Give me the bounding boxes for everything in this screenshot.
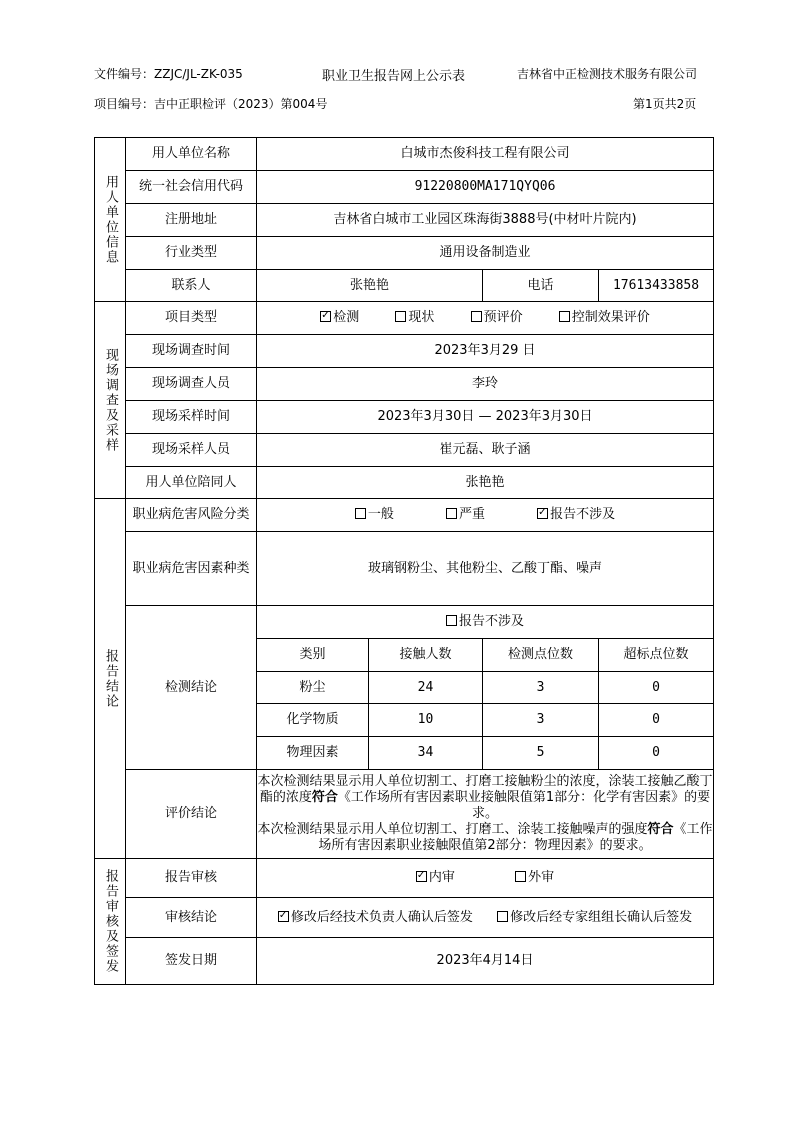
risk-option[interactable]: 严重	[446, 507, 485, 523]
page-indicator: 第1页共2页	[633, 97, 697, 111]
project-type-label: 项目类型	[126, 302, 257, 335]
hazard-factors: 玻璃钢粉尘、其他粉尘、乙酸丁酯、噪声	[257, 532, 714, 606]
surveyor: 李玲	[257, 368, 714, 401]
checkbox-checked-icon	[278, 911, 289, 922]
review-result-options	[257, 898, 714, 938]
survey-time-label: 现场调查时间	[126, 335, 257, 368]
checkbox-checked-icon	[416, 871, 427, 882]
checkbox-empty-icon	[446, 508, 457, 519]
detection-conclusion-label: 检测结论	[126, 606, 257, 770]
exposed-cell: 24	[369, 672, 483, 704]
contact-person: 张艳艳	[257, 270, 483, 302]
evaluation-label: 评价结论	[126, 770, 257, 859]
company-name: 吉林省中正检测技术服务有限公司	[517, 67, 698, 81]
companion: 张艳艳	[257, 467, 714, 499]
project-type-option[interactable]: ✓ 检测	[320, 310, 359, 326]
points-cell: 3	[483, 704, 599, 737]
checkbox-empty-icon	[355, 508, 366, 519]
checkbox-empty-icon	[497, 911, 508, 922]
points-cell: 3	[483, 672, 599, 704]
checkbox-empty-icon	[395, 311, 406, 322]
project-type-options	[257, 302, 714, 335]
surveyor-label: 现场调查人员	[126, 368, 257, 401]
section-conclusion: 报告结论	[95, 499, 126, 859]
checkbox-empty-icon	[515, 871, 526, 882]
address: 吉林省白城市工业园区珠海街3888号(中材叶片院内)	[257, 204, 714, 237]
employer-name: 白城市杰俊科技工程有限公司	[257, 138, 714, 171]
disclosure-table	[94, 137, 714, 985]
category-cell: 物理因素	[257, 737, 369, 770]
project-type-option[interactable]: 控制效果评价	[559, 310, 650, 326]
credit-code: 91220800MA171QYQ06	[257, 171, 714, 204]
sampling-time: 2023年3月30日 — 2023年3月30日	[257, 401, 714, 434]
audit-option[interactable]: 外审	[515, 870, 554, 886]
exceed-cell: 0	[599, 737, 714, 770]
document-title: 职业卫生报告网上公示表	[322, 69, 466, 84]
employer-name-label: 用人单位名称	[126, 138, 257, 171]
contact-label: 联系人	[126, 270, 257, 302]
project-type-option[interactable]: 现状	[395, 310, 434, 326]
column-header: 超标点位数	[599, 639, 714, 672]
section-review: 报告审核及签发	[95, 859, 126, 985]
evaluation-text	[257, 770, 714, 859]
risk-option[interactable]: 一般	[355, 507, 394, 523]
risk-class-options	[257, 499, 714, 532]
phone-label: 电话	[483, 270, 599, 302]
phone-number: 17613433858	[599, 270, 714, 302]
section-survey: 现场调查及采样	[95, 302, 126, 499]
column-header: 接触人数	[369, 639, 483, 672]
exposed-cell: 34	[369, 737, 483, 770]
companion-label: 用人单位陪同人	[126, 467, 257, 499]
checkbox-checked-icon	[537, 508, 548, 519]
sampling-time-label: 现场采样时间	[126, 401, 257, 434]
project-number: 项目编号：吉中正职检评（2023）第004号	[94, 97, 328, 111]
risk-class-label: 职业病危害风险分类	[126, 499, 257, 532]
exceed-cell: 0	[599, 672, 714, 704]
industry-label: 行业类型	[126, 237, 257, 270]
exposed-cell: 10	[369, 704, 483, 737]
category-cell: 化学物质	[257, 704, 369, 737]
issue-date: 2023年4月14日	[257, 938, 714, 985]
not-involved-option[interactable]: 报告不涉及	[257, 606, 714, 639]
audit-option[interactable]: ✓ 内审	[416, 870, 455, 886]
points-cell: 5	[483, 737, 599, 770]
checkbox-empty-icon	[446, 615, 457, 626]
category-cell: 粉尘	[257, 672, 369, 704]
checkbox-checked-icon	[320, 311, 331, 322]
evaluation-paragraph-1: 本次检测结果显示用人单位切割工、打磨工接触粉尘的浓度，涂装工接触乙酸丁酯的浓度符合《工作场所有害因素职业接触限值第1部分：化学有害因素》的要求。	[257, 774, 713, 821]
hazard-factors-label: 职业病危害因素种类	[126, 532, 257, 606]
column-header: 类别	[257, 639, 369, 672]
project-type-option[interactable]: 预评价	[471, 310, 523, 326]
issue-date-label: 签发日期	[126, 938, 257, 985]
audit-label: 报告审核	[126, 859, 257, 898]
address-label: 注册地址	[126, 204, 257, 237]
sampler: 崔元磊、耿子涵	[257, 434, 714, 467]
audit-options	[257, 859, 714, 898]
checkbox-empty-icon	[559, 311, 570, 322]
column-header: 检测点位数	[483, 639, 599, 672]
sampler-label: 现场采样人员	[126, 434, 257, 467]
review-result-option[interactable]: ✓ 修改后经技术负责人确认后签发	[278, 910, 473, 926]
file-number: 文件编号：ZZJC/JL-ZK-035	[94, 67, 243, 81]
review-result-option[interactable]: 修改后经专家组组长确认后签发	[497, 910, 692, 926]
risk-option[interactable]: ✓ 报告不涉及	[537, 507, 615, 523]
evaluation-paragraph-2: 本次检测结果显示用人单位切割工、打磨工、涂装工接触噪声的强度符合《工作场所有害因素职业接触限值第2部分：物理因素》的要求。	[257, 822, 713, 853]
industry: 通用设备制造业	[257, 237, 714, 270]
exceed-cell: 0	[599, 704, 714, 737]
credit-code-label: 统一社会信用代码	[126, 171, 257, 204]
review-result-label: 审核结论	[126, 898, 257, 938]
survey-time: 2023年3月29 日	[257, 335, 714, 368]
section-employer: 用人单位信息	[95, 138, 126, 302]
checkbox-empty-icon	[471, 311, 482, 322]
